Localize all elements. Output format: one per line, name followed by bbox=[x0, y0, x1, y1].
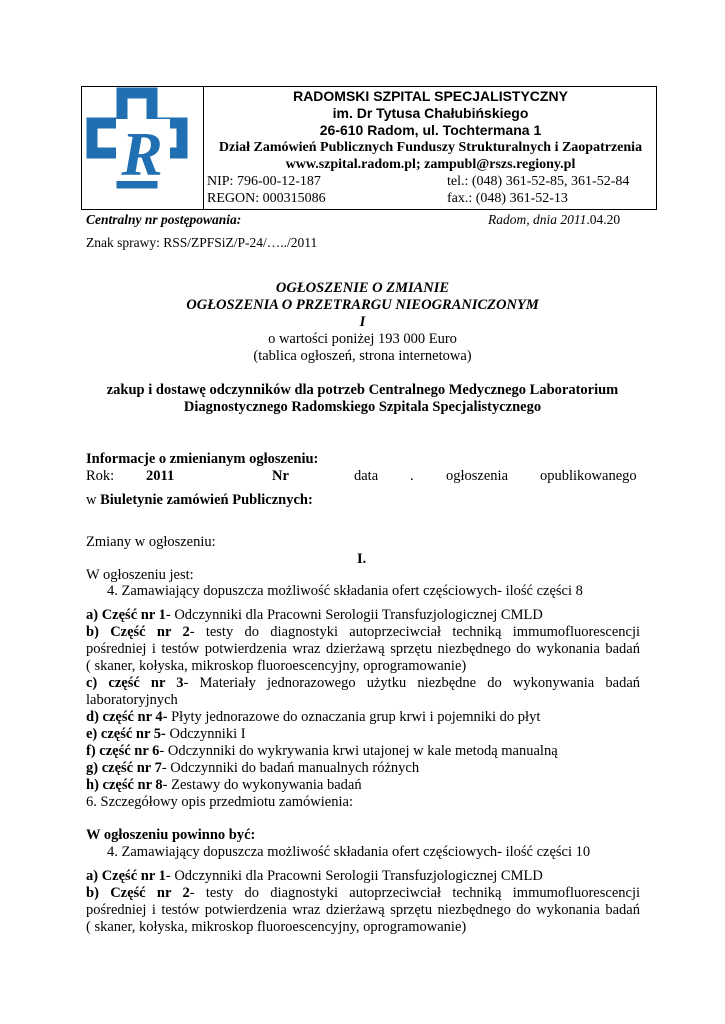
part-number: a) Część nr 1 bbox=[86, 868, 166, 884]
bulletin-line: w Biuletynie zamówień Publicznych: bbox=[86, 492, 313, 508]
part-line bbox=[86, 794, 353, 811]
title-line-2: OGŁOSZENIA O PRZETRARGU NIEOGRANICZONYM bbox=[186, 297, 539, 313]
part-line bbox=[86, 777, 362, 794]
title-line-3: I bbox=[359, 314, 366, 330]
info-date-label: data bbox=[354, 468, 379, 484]
part-description: - testy do diagnostyki autoprzeciwciał techniką immumofluorescencji bbox=[189, 624, 640, 640]
telephone: tel.: (048) 361-52-85, 361-52-84 bbox=[447, 174, 630, 189]
part-description: pośredniej i testów potwierdzenia wraz dzierżawą sprzętu niezbędnego do wykonania badań bbox=[86, 902, 640, 918]
part-description: - Odczynniki dla Pracowni Serologii Transfuzjologicznej CMLD bbox=[165, 868, 543, 884]
web-email: www.szpital.radom.pl; zampubl@rszs.regiony.pl bbox=[285, 157, 576, 172]
part-line bbox=[86, 624, 640, 641]
part-line bbox=[86, 868, 543, 885]
hospital-logo bbox=[82, 87, 204, 209]
hospital-address: 26-610 Radom, ul. Tochtermana 1 bbox=[319, 122, 542, 138]
part-number: a) Część nr 1 bbox=[86, 607, 166, 623]
case-number: Znak sprawy: RSS/ZPFSiZ/P-24/…../2011 bbox=[86, 235, 318, 250]
part-description: - Odczynniki do wykrywania krwi utajonej w kale metodą manualną bbox=[159, 743, 558, 759]
part-description: Odczynniki I bbox=[165, 726, 246, 742]
header-box bbox=[81, 86, 657, 210]
info-dot: . bbox=[410, 468, 414, 484]
part-line bbox=[86, 658, 466, 675]
info-year: 2011 bbox=[146, 468, 175, 484]
point4-is: 4. Zamawiający dopuszcza możliwość składania ofert częściowych- ilość części 8 bbox=[107, 583, 583, 599]
point4-should: 4. Zamawiający dopuszcza możliwość składania ofert częściowych- ilość części 10 bbox=[107, 844, 591, 860]
part-description: - Materiały jednorazowego użytku niezbędne do wykonywania badań bbox=[183, 675, 641, 691]
part-line bbox=[86, 692, 178, 709]
central-number-label: Centralny nr postępowania: bbox=[86, 212, 242, 227]
part-number: g) część nr 7 bbox=[86, 760, 162, 776]
part-number: f) część nr 6 bbox=[86, 743, 160, 759]
part-description: 6. Szczegółowy opis przedmiotu zamówienia: bbox=[86, 794, 353, 810]
nip: NIP: 796-00-12-187 bbox=[207, 174, 321, 189]
part-number: h) część nr 8 bbox=[86, 777, 163, 793]
part-number: b) Część nr 2 bbox=[86, 885, 190, 901]
fax: fax.: (048) 361-52-13 bbox=[447, 191, 568, 206]
part-line bbox=[86, 675, 640, 692]
info-year-label: Rok: bbox=[86, 468, 115, 484]
cross-r-logo-icon bbox=[82, 87, 203, 209]
part-line bbox=[86, 902, 640, 919]
part-line bbox=[86, 641, 640, 658]
should-label: W ogłoszeniu powinno być: bbox=[86, 827, 256, 843]
part-number: b) Część nr 2 bbox=[86, 624, 190, 640]
part-description: - Odczynniki do badań manualnych różnych bbox=[161, 760, 420, 776]
part-line bbox=[86, 743, 558, 760]
subject-line-2: Diagnostycznego Radomskiego Szpitala Specjalistycznego bbox=[183, 399, 542, 415]
part-number: e) część nr 5- bbox=[86, 726, 166, 742]
part-description: - Odczynniki dla Pracowni Serologii Transfuzjologicznej CMLD bbox=[165, 607, 543, 623]
value-threshold: o wartości poniżej 193 000 Euro bbox=[268, 331, 457, 347]
info-heading: Informacje o zmienianym ogłoszeniu: bbox=[86, 451, 319, 467]
publication-places: (tablica ogłoszeń, strona internetowa) bbox=[253, 348, 472, 364]
title-line-1: OGŁOSZENIE O ZMIANIE bbox=[275, 280, 450, 296]
part-number: d) część nr 4- bbox=[86, 709, 168, 725]
logo-letter: R bbox=[121, 121, 163, 189]
part-line bbox=[86, 726, 246, 743]
part-description: - Zestawy do wykonywania badań bbox=[162, 777, 362, 793]
part-line bbox=[86, 885, 640, 902]
part-number: c) część nr 3 bbox=[86, 675, 184, 691]
regon: REGON: 000315086 bbox=[207, 191, 326, 206]
changes-intro: Zmiany w ogłoszeniu: bbox=[86, 534, 216, 550]
part-line bbox=[86, 760, 419, 777]
part-description: - testy do diagnostyki autoprzeciwciał techniką immumofluorescencji bbox=[189, 885, 640, 901]
part-line bbox=[86, 709, 540, 726]
section-roman: I. bbox=[357, 551, 367, 567]
part-description: ( skaner, kołyska, mikroskop fluoroescencyjny, oprogramowanie) bbox=[86, 919, 467, 935]
info-announcement: ogłoszenia bbox=[446, 468, 509, 484]
place-date: Radom, dnia 2011.04.20 bbox=[488, 212, 621, 227]
part-line bbox=[86, 919, 466, 936]
department-name: Dział Zamówień Publicznych Funduszy Strukturalnych i Zaopatrzenia bbox=[218, 140, 643, 155]
part-line bbox=[86, 607, 543, 624]
info-published: opublikowanego bbox=[540, 468, 637, 484]
hospital-patron: im. Dr Tytusa Chałubińskiego bbox=[332, 105, 529, 121]
part-description: laboratoryjnych bbox=[86, 692, 178, 708]
is-label: W ogłoszeniu jest: bbox=[86, 567, 194, 583]
part-description: Płyty jednorazowe do oznaczania grup krwi i pojemniki do płyt bbox=[167, 709, 541, 725]
hospital-name: RADOMSKI SZPITAL SPECJALISTYCZNY bbox=[293, 88, 568, 104]
info-number-label: Nr bbox=[272, 468, 289, 484]
part-description: ( skaner, kołyska, mikroskop fluoroescencyjny, oprogramowanie) bbox=[86, 658, 467, 674]
part-description: pośredniej i testów potwierdzenia wraz dzierżawą sprzętu niezbędnego do wykonania badań bbox=[86, 641, 640, 657]
subject-line-1: zakup i dostawę odczynników dla potrzeb Centralnego Medycznego Laboratorium bbox=[106, 382, 619, 398]
